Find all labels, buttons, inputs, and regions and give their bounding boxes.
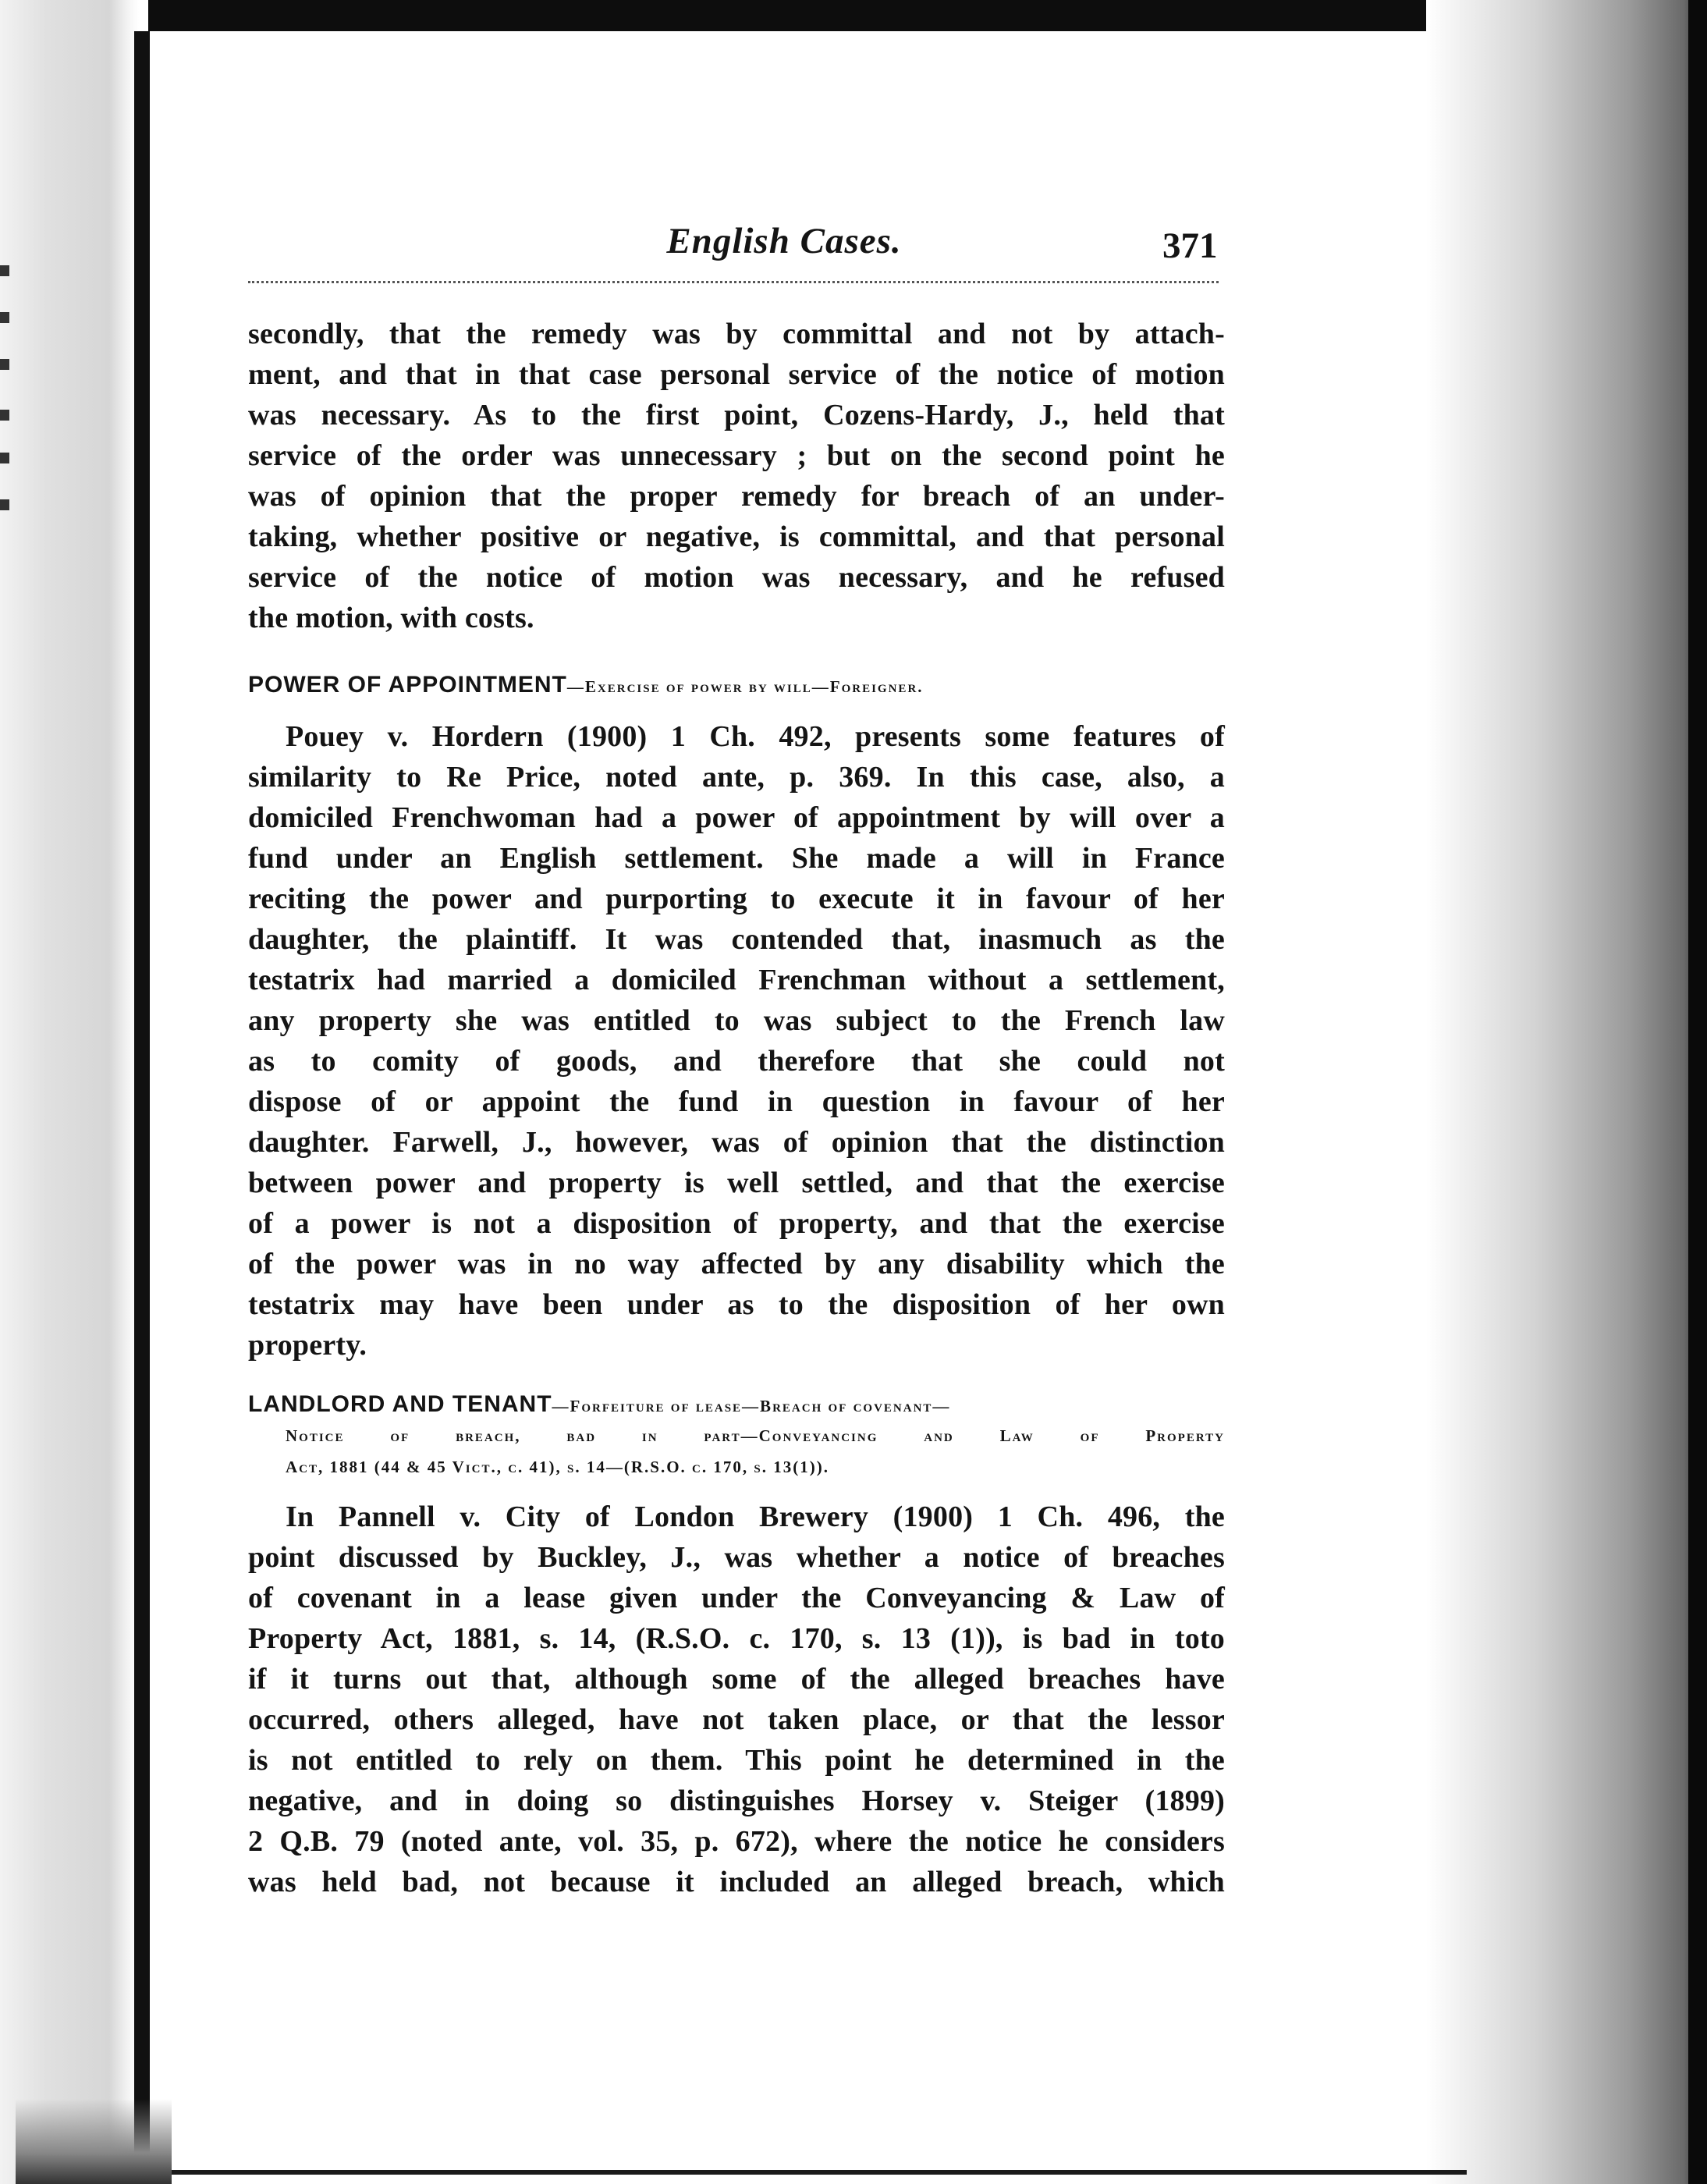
text-line: was necessary. As to the first point, Cozens-Hardy, J., held that [248, 399, 1225, 431]
paragraph-3 [248, 1497, 1225, 1902]
text-line: service of the order was unnecessary ; but on the second point he [248, 439, 1225, 472]
text-line: testatrix may have been under as to the disposition of her own [248, 1288, 1225, 1321]
text-line: as to comity of goods, and therefore that she could not [248, 1045, 1225, 1078]
text-line: if it turns out that, although some of the alleged breaches have [248, 1663, 1225, 1696]
text-line: between power and property is well settled, and that the exercise [248, 1167, 1225, 1199]
heading-lead: POWER OF APPOINTMENT [248, 672, 567, 698]
text-line: dispose of or appoint the fund in question in favour of her [248, 1085, 1225, 1118]
text-line: was held bad, not because it included an alleged breach, which [248, 1866, 1225, 1898]
heading-continuation: Act, 1881 (44 & 45 Vict., c. 41), s. 14—(R.S.O. c. 170, s. 13(1)). [286, 1458, 829, 1476]
page-number: 371 [1162, 226, 1218, 266]
text-line: ment, and that in that case personal service of the notice of motion [248, 358, 1225, 391]
text-line: occurred, others alleged, have not taken place, or that the lessor [248, 1703, 1225, 1736]
text-line: of a power is not a disposition of property, and that the exercise [248, 1207, 1225, 1240]
text-line: of covenant in a lease given under the Conveyancing & Law of [248, 1582, 1225, 1614]
heading-subject: —Exercise of power by will—Foreigner. [566, 677, 924, 696]
text-line: similarity to Re Price, noted ante, p. 369. In this case, also, a [248, 761, 1225, 794]
text-line: Property Act, 1881, s. 14, (R.S.O. c. 170, s. 13 (1)), is bad in toto [248, 1622, 1225, 1655]
scan-bottom-left-blot [16, 2099, 172, 2184]
text-line: was of opinion that the proper remedy for breach of an under- [248, 480, 1225, 513]
text-line: of the power was in no way affected by any disability which the [248, 1248, 1225, 1280]
text-line: 2 Q.B. 79 (noted ante, vol. 35, p. 672), where the notice he considers [248, 1825, 1225, 1858]
text-line: domiciled Frenchwoman had a power of appointment by will over a [248, 801, 1225, 834]
heading-subject: —Forfeiture of lease—Breach of covenant— [552, 1397, 951, 1415]
text-line: reciting the power and purporting to execute it in favour of her [248, 882, 1225, 915]
text-line: daughter, the plaintiff. It was contended that, inasmuch as the [248, 923, 1225, 956]
scan-left-specks [0, 265, 133, 546]
running-title: English Cases. [666, 221, 902, 261]
text-line: secondly, that the remedy was by committal and not by attach- [248, 318, 1225, 350]
text-line: point discussed by Buckley, J., was whether a notice of breaches [248, 1541, 1225, 1574]
text-line: negative, and in doing so distinguishes Horsey v. Steiger (1899) [248, 1784, 1225, 1817]
text-line: service of the notice of motion was necessary, and he refused [248, 561, 1225, 594]
text-line: daughter. Farwell, J., however, was of opinion that the distinction [248, 1126, 1225, 1159]
text-line: any property she was entitled to was subject to the French law [248, 1004, 1225, 1037]
text-line: the motion, with costs. [248, 602, 534, 634]
scan-bottom-line [140, 2170, 1467, 2175]
header-rule [248, 281, 1219, 283]
heading-continuation: Notice of breach, bad in part—Conveyancing and Law of Property [286, 1426, 1225, 1445]
heading-lead: LANDLORD AND TENANT [248, 1391, 552, 1417]
scan-binding-line [134, 31, 150, 2169]
text-line: testatrix had married a domiciled Frenchman without a settlement, [248, 964, 1225, 996]
text-line: taking, whether positive or negative, is committal, and that personal [248, 520, 1225, 553]
text-line: fund under an English settlement. She made a will in France [248, 842, 1225, 875]
text-line: In Pannell v. City of London Brewery (1900) 1 Ch. 496, the [286, 1500, 1225, 1533]
paragraph-2 [248, 716, 1225, 1365]
text-line: property. [248, 1329, 367, 1362]
scan-right-margin [1426, 0, 1707, 2184]
text-line: is not entitled to rely on them. This point he determined in the [248, 1744, 1225, 1777]
scan-right-edge [1688, 0, 1707, 2184]
paragraph-1 [248, 314, 1225, 638]
section-heading-power-of-appointment [248, 669, 1225, 701]
section-heading-landlord-and-tenant [248, 1389, 1225, 1483]
text-line: Pouey v. Hordern (1900) 1 Ch. 492, presents some features of [286, 720, 1225, 753]
